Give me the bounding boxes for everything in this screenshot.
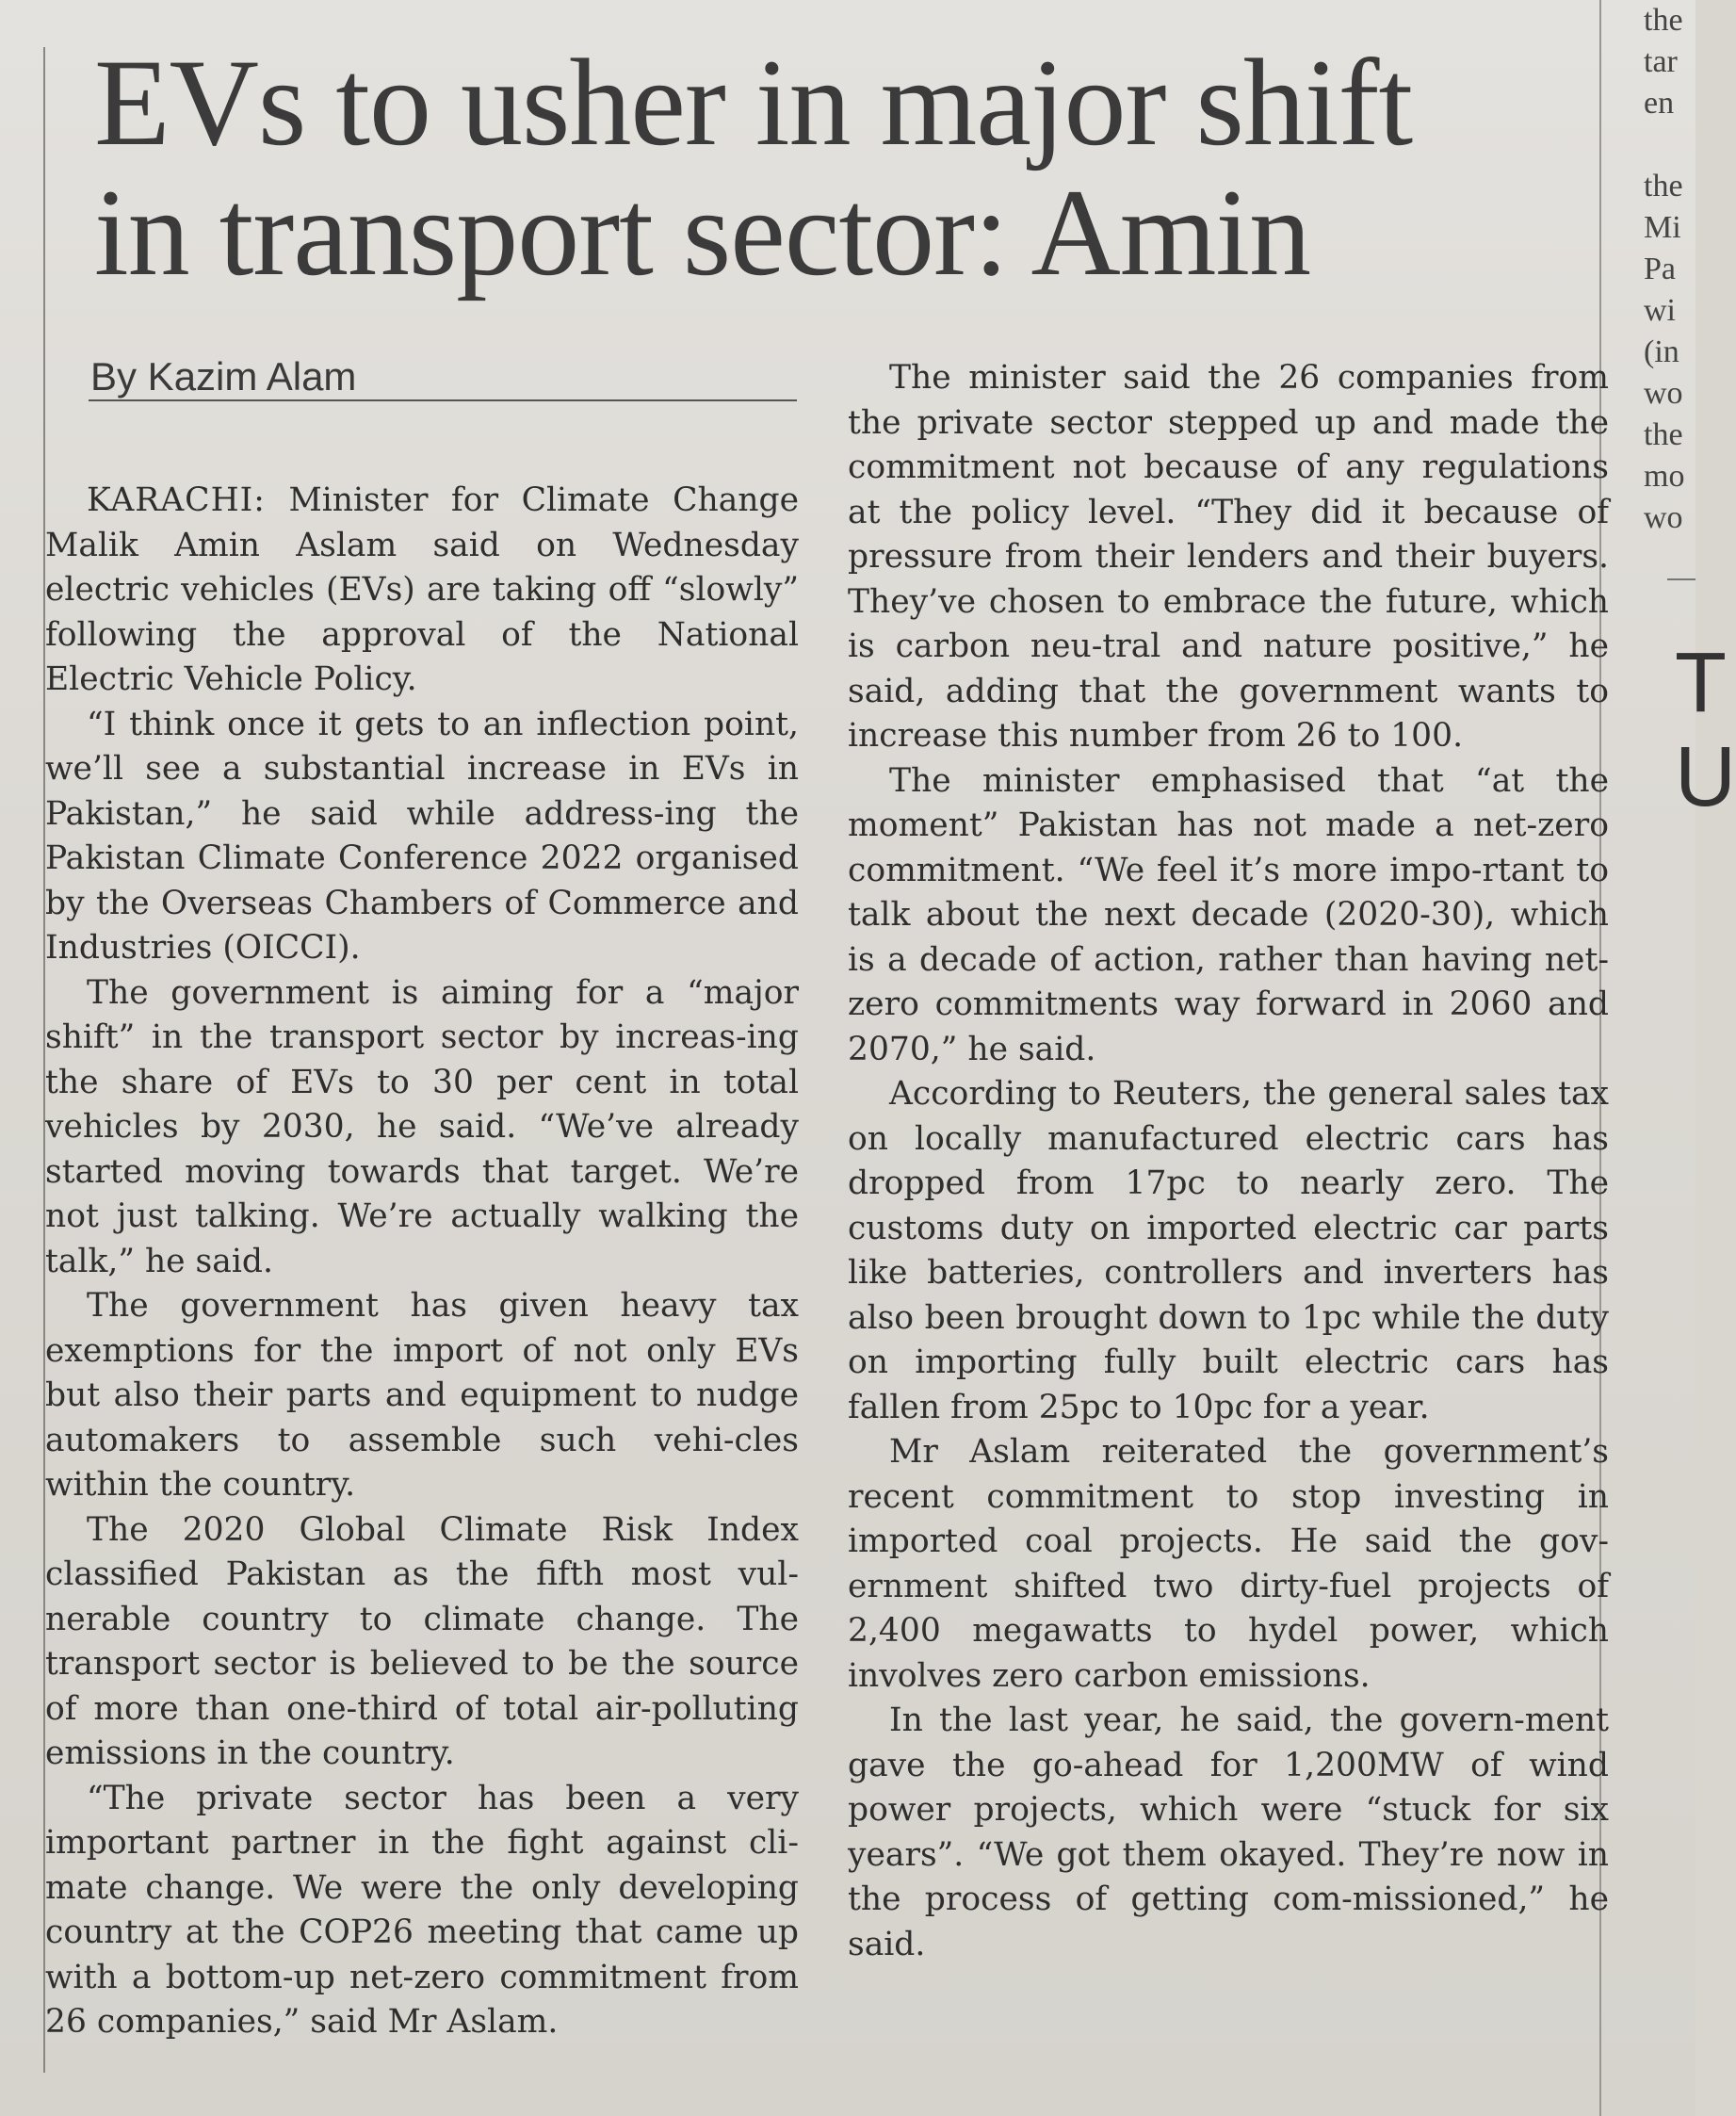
headline-line-2: in transport sector: Amin: [94, 163, 1311, 301]
byline: By Kazim Alam: [90, 354, 357, 399]
adjacent-article-fragment: the tar en the Mi Pa wi (in wo the mo wo: [1644, 3, 1685, 535]
paragraph: The minister said the 26 companies from the private sector stepped up and made the commitment not because of any regulations at the policy level. “They did it because of pressure from their lenders and their buyers. They’ve chosen to embrace the future, which is carbon neu-tral and nature positive,” he said, adding that the government wants to increase this number from 26 to 100.: [848, 359, 1609, 755]
adjacent-headline-letter: T: [1675, 636, 1727, 730]
paragraph: “I think once it gets to an inflection point, we’ll see a substantial increase in EVs in Pakistan,” he said while address-ing the Pakistan Climate Conference 2022 organised by the Overseas Chambers of Commerce and Industries (OICCI).: [45, 705, 799, 967]
adjacent-rule: [1667, 578, 1695, 580]
paragraph: The government is aiming for a “major shift” in the transport sector by increas-ing the share of EVs to 30 per cent in total vehicles by 2030, he said. “We’ve already started moving towards that target. We’re not just talking. We’re actually walking the talk,” he said.: [45, 973, 799, 1280]
headline-line-1: EVs to usher in major shift: [94, 33, 1413, 171]
left-column: [45, 479, 799, 2045]
dateline: KARACHI:: [87, 481, 266, 519]
paragraph: Mr Aslam reiterated the government’s recent commitment to stop investing in imported coal projects. He said the gov-ernment shifted two dirty-fuel projects of 2,400 megawatts to hydel power, which involves zero carbon emissions.: [848, 1433, 1609, 1695]
headline: [94, 33, 1564, 301]
paragraph: The minister emphasised that “at the moment” Pakistan has not made a net-zero commitment. “We feel it’s more impo-rtant to talk about the next decade (2020-30), which is a decade of action, rather than having net-zero commitments way forward in 2060 and 2070,” he said.: [848, 761, 1609, 1068]
right-column: [848, 356, 1609, 1967]
paragraph: In the last year, he said, the govern-ment gave the go-ahead for 1,200MW of wind power projects, which were “stuck for six years”. “We got them okayed. They’re now in the process of getting com-missioned,” he said.: [848, 1701, 1609, 1963]
adjacent-headline-letter: U: [1675, 730, 1736, 824]
paragraph: The government has given heavy tax exemptions for the import of not only EVs but also their parts and equipment to nudge automakers to assemble such vehi-cles within the country.: [45, 1287, 799, 1504]
byline-rule: [89, 399, 797, 401]
paragraph: KARACHI: Minister for Climate Change Malik Amin Aslam said on Wednesday electric vehicles (EVs) are taking off “slowly” following the approval of the National Electric Vehicle Policy.: [45, 481, 800, 698]
paragraph: According to Reuters, the general sales tax on locally manufactured electric cars has dropped from 17pc to nearly zero. The customs duty on imported electric car parts like batteries, controllers and inverters has also been brought down to 1pc while the duty on importing fully built electric cars has fallen from 25pc to 10pc for a year.: [848, 1075, 1609, 1426]
paragraph: “The private sector has been a very important partner in the fight against cli-mate change. We were the only developing country at the COP26 meeting that came up with a bottom-up net-zero commitment from 26 companies,” said Mr Aslam.: [45, 1779, 799, 2041]
paragraph: The 2020 Global Climate Risk Index classified Pakistan as the fifth most vul-nerable country to climate change. The transport sector is believed to be the source of more than one-third of total air-polluting emissions in the country.: [45, 1510, 799, 1772]
